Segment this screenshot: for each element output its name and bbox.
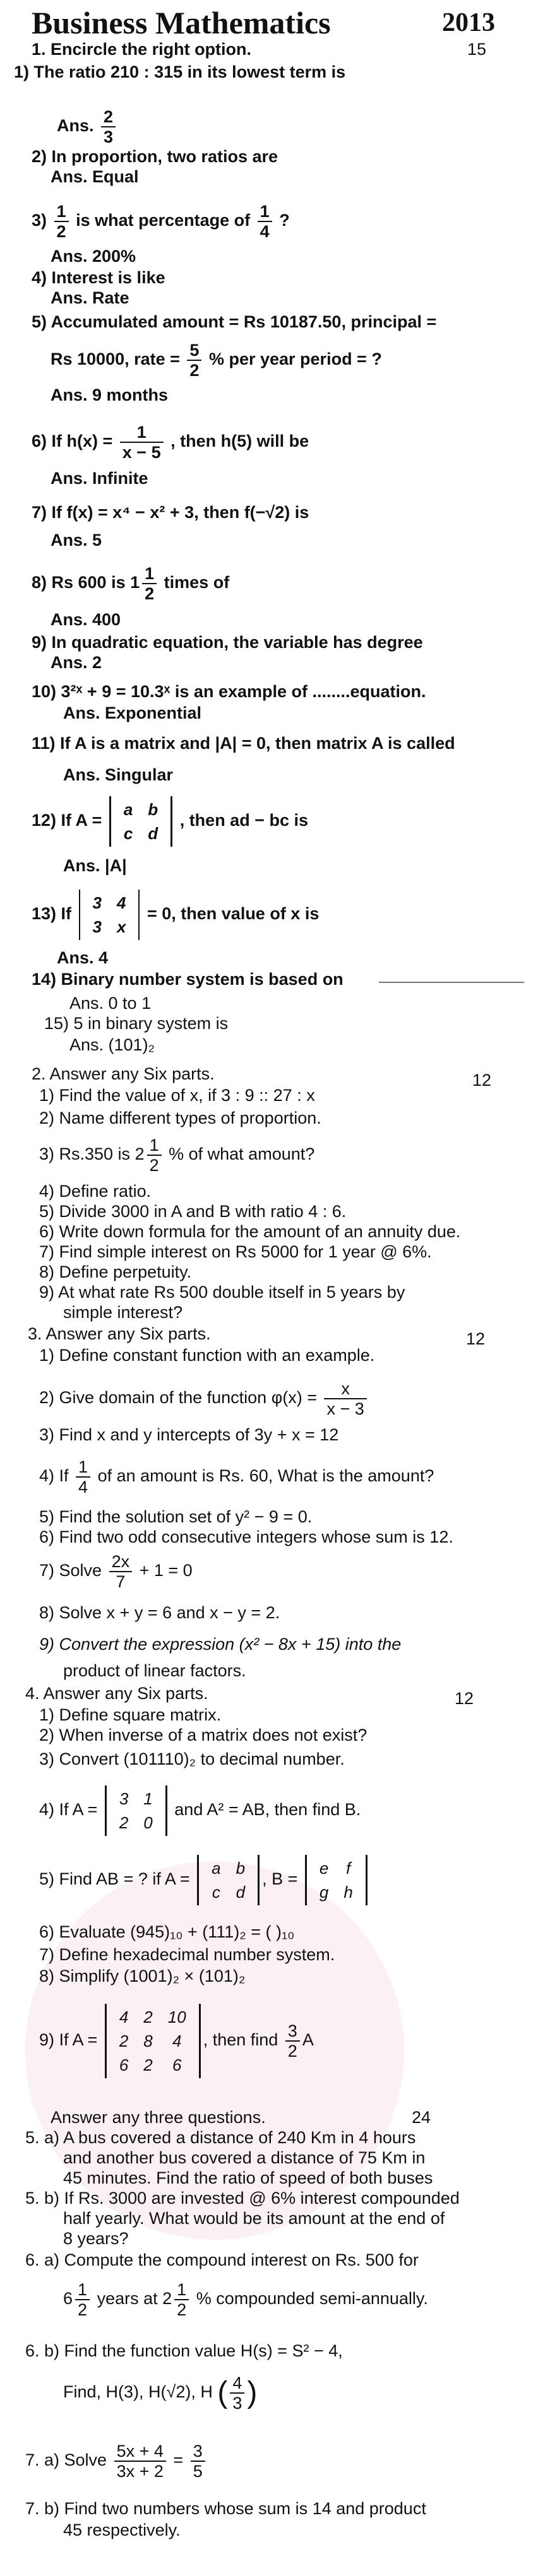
matrix-cell: a — [212, 1859, 221, 1878]
q4-item-8: 8) Simplify (1001)₂ × (101)₂ — [39, 1967, 246, 1985]
q2-item-2: 2) Name different types of proportion. — [39, 1109, 321, 1127]
q4-item-9 — [39, 2004, 314, 2078]
q2-item-9b: simple interest? — [63, 1303, 183, 1322]
q1-answer-4: Ans. Rate — [51, 288, 129, 307]
q4-heading: 4. Answer any Six parts. — [25, 1684, 208, 1703]
q4-item-6: 6) Evaluate (945)₁₀ + (111)₂ = ( )₁₀ — [39, 1922, 295, 1941]
fraction — [258, 202, 272, 241]
denominator: x − 3 — [326, 1399, 364, 1418]
matrix-b — [305, 1855, 368, 1905]
numerator: 2x — [109, 1552, 133, 1572]
q2-item-5: 5) Divide 3000 in A and B with ratio 4 : 6. — [39, 1202, 347, 1221]
paren-right: ) — [247, 2376, 258, 2409]
item-text: 6) If h(x) = — [32, 432, 113, 451]
q1-answer-15: Ans. (101)₂ — [69, 1035, 155, 1054]
q1-item-5a: 5) Accumulated amount = Rs 10187.50, principal = — [32, 312, 437, 331]
denominator: 2 — [56, 222, 66, 241]
item-text: 3) Rs.350 is 2 — [39, 1144, 145, 1164]
matrix-cell: x — [117, 917, 126, 936]
q4-item-7: 7) Define hexadecimal number system. — [39, 1945, 335, 1964]
q1-answer-12: Ans. |A| — [63, 856, 127, 875]
item-text: Rs 10000, rate = — [51, 350, 180, 369]
q4-item-1: 1) Define square matrix. — [39, 1705, 222, 1724]
numerator: 1 — [142, 564, 157, 584]
fraction — [230, 2373, 244, 2413]
denominator: 2 — [189, 361, 200, 380]
numerator: x — [324, 1379, 366, 1399]
answer-prefix: Ans. — [57, 116, 94, 136]
item-text: ? — [279, 211, 290, 230]
q3-heading: 3. Answer any Six parts. — [28, 1324, 211, 1343]
matrix — [105, 1785, 167, 1836]
item-text: 6 — [63, 2289, 73, 2308]
item-text: = — [173, 2450, 184, 2470]
q1-answer-5: Ans. 9 months — [51, 385, 169, 404]
item-number: 3) — [32, 211, 47, 230]
denominator: 4 — [260, 222, 270, 241]
denominator: 3 — [104, 127, 114, 146]
matrix-cell: b — [148, 800, 158, 819]
matrix-cell: 3 — [92, 893, 102, 912]
q1-item-14: 14) Binary number system is based on — [32, 970, 344, 989]
q1-answer-2: Ans. Equal — [51, 167, 139, 186]
denominator: 2 — [287, 2042, 297, 2061]
numerator: 1 — [174, 2280, 189, 2300]
denominator: 2 — [78, 2300, 88, 2319]
q2-item-8: 8) Define perpetuity. — [39, 1262, 192, 1281]
divider-line — [379, 982, 524, 983]
matrix-cell: 3 — [92, 917, 102, 936]
fraction — [174, 2280, 189, 2319]
fraction — [75, 2280, 90, 2319]
q2-item-9a: 9) At what rate Rs 500 double itself in 5 years by — [39, 1283, 405, 1302]
q4-item-3: 3) Convert (101110)₂ to decimal number. — [39, 1750, 345, 1768]
q1-item-1: 1) The ratio 210 : 315 in its lowest term is — [14, 62, 346, 81]
matrix-cell: 2 — [143, 2056, 153, 2074]
marks-q3: 12 — [466, 1329, 486, 1348]
fraction — [120, 423, 164, 462]
denominator: 7 — [116, 1572, 126, 1591]
fraction — [109, 1552, 133, 1591]
q1-item-8 — [32, 564, 229, 603]
item-text: 4) If A = — [39, 1800, 98, 1820]
q2-heading: 2. Answer any Six parts. — [32, 1064, 215, 1083]
item-text: 9) If A = — [39, 2030, 98, 2050]
q7b-line-1: 7. b) Find two numbers whose sum is 14 and product — [25, 2499, 426, 2518]
q6a-line-1: 6. a) Compute the compound interest on Rs. 500 for — [25, 2250, 419, 2269]
q3-item-7 — [39, 1552, 193, 1591]
q6b-line-1: 6. b) Find the function value H(s) = S² − 4, — [25, 2341, 343, 2360]
item-text: 12) If A = — [32, 811, 102, 830]
numerator: 1 — [54, 202, 69, 222]
matrix-cell: c — [123, 824, 133, 843]
numerator: 1 — [147, 1136, 162, 1156]
fraction — [324, 1379, 366, 1418]
q5b-line-1: 5. b) If Rs. 3000 are invested @ 6% interest compounded — [25, 2189, 460, 2208]
denominator: 2 — [177, 2300, 187, 2319]
q1-item-6 — [32, 423, 309, 462]
q1-item-13 — [32, 890, 319, 940]
denominator: 3 — [232, 2394, 242, 2413]
matrix-cell: g — [319, 1883, 329, 1902]
q2-item-6: 6) Write down formula for the amount of an annuity due. — [39, 1222, 461, 1241]
section2-heading: Answer any three questions. — [51, 2108, 266, 2127]
q1-answer-10: Ans. Exponential — [63, 703, 202, 722]
matrix-cell: e — [319, 1859, 329, 1878]
item-text: , then ad − bc is — [179, 811, 308, 830]
q1-heading: 1. Encircle the right option. — [32, 40, 252, 59]
denominator: 5 — [193, 2462, 203, 2481]
q2-item-4: 4) Define ratio. — [39, 1182, 152, 1201]
q1-answer-7: Ans. 5 — [51, 531, 102, 550]
item-text: and A² = AB, then find B. — [174, 1800, 361, 1820]
q3-item-8: 8) Solve x + y = 6 and x − y = 2. — [39, 1603, 280, 1622]
item-text: Find, H(3), H(√2), H — [63, 2382, 213, 2402]
fraction — [54, 202, 69, 241]
denominator: 2 — [149, 1156, 159, 1175]
numerator: 1 — [75, 2280, 90, 2300]
denominator: 3x + 2 — [116, 2462, 164, 2481]
numerator: 1 — [120, 423, 164, 443]
fraction — [147, 1136, 162, 1175]
marks-section2: 24 — [412, 2108, 431, 2127]
q4-item-5 — [39, 1855, 370, 1905]
numerator: 3 — [285, 2021, 300, 2042]
marks-q4: 12 — [455, 1689, 474, 1708]
denominator: 2 — [145, 584, 155, 603]
matrix-cell: 2 — [119, 2032, 129, 2050]
q7b-line-2: 45 respectively. — [63, 2520, 181, 2539]
fraction — [187, 341, 201, 380]
item-text: % compounded semi-annually. — [196, 2289, 428, 2308]
q1-item-2: 2) In proportion, two ratios are — [32, 147, 278, 166]
numerator: 4 — [230, 2373, 244, 2394]
item-text: 2) Give domain of the function φ(x) = — [39, 1388, 317, 1408]
matrix-cell: 8 — [143, 2032, 153, 2050]
matrix-a — [197, 1855, 260, 1905]
matrix-cell: 0 — [143, 1813, 153, 1832]
matrix-cell: 6 — [119, 2056, 129, 2074]
q1-item-5b — [51, 341, 382, 380]
q1-answer-14: Ans. 0 to 1 — [69, 994, 152, 1013]
denominator: 4 — [78, 1478, 88, 1497]
q1-item-7: 7) If f(x) = x⁴ − x² + 3, then f(−√2) is — [32, 503, 309, 522]
q1-item-10: 10) 3²ˣ + 9 = 10.3ˣ is an example of ........equation. — [32, 682, 426, 701]
q1-answer-8: Ans. 400 — [51, 610, 121, 629]
item-text: is what percentage of — [76, 211, 251, 230]
item-text: 7) Solve — [39, 1561, 102, 1580]
q1-answer-13: Ans. 4 — [57, 948, 109, 967]
q3-item-6: 6) Find two odd consecutive integers whose sum is 12. — [39, 1527, 453, 1546]
item-text: , then find — [203, 2030, 278, 2050]
fraction — [101, 107, 116, 146]
q1-item-15: 15) 5 in binary system is — [44, 1014, 229, 1033]
matrix-cell: 1 — [143, 1789, 153, 1808]
q6a-line-2 — [63, 2280, 428, 2319]
item-text: 5) Find AB = ? if A = — [39, 1869, 190, 1889]
q2-item-1: 1) Find the value of x, if 3 : 9 :: 27 : x — [39, 1086, 315, 1105]
matrix-cell: 4 — [119, 2008, 129, 2026]
numerator: 1 — [258, 202, 272, 222]
q3-item-9a: 9) Convert the expression (x² − 8x + 15) into the — [39, 1635, 402, 1654]
item-text: , B = — [262, 1869, 298, 1889]
matrix-cell: b — [236, 1859, 246, 1878]
matrix-cell: 3 — [119, 1789, 129, 1808]
numerator: 5 — [187, 341, 201, 361]
item-text: + 1 = 0 — [139, 1561, 193, 1580]
q3-item-2 — [39, 1379, 369, 1418]
q6b-line-2 — [63, 2373, 257, 2413]
matrix-cell: d — [148, 824, 158, 843]
q3-item-9b: product of linear factors. — [63, 1661, 246, 1680]
fraction — [142, 564, 157, 603]
marks-q1: 15 — [467, 40, 487, 59]
numerator: 3 — [191, 2442, 205, 2462]
q3-item-1: 1) Define constant function with an example. — [39, 1346, 375, 1365]
item-text: % per year period = ? — [208, 350, 382, 369]
item-text: 7. a) Solve — [25, 2450, 107, 2470]
matrix-cell: 10 — [167, 2008, 186, 2026]
denominator: x − 5 — [122, 443, 161, 462]
item-text: of an amount is Rs. 60, What is the amount? — [97, 1466, 434, 1486]
q5a-line-1: 5. a) A bus covered a distance of 240 Km in 4 hours — [25, 2128, 416, 2147]
determinant — [79, 890, 140, 940]
fraction — [285, 2021, 300, 2061]
q1-item-3 — [32, 202, 290, 241]
q1-answer-9: Ans. 2 — [51, 653, 102, 672]
item-text: A — [302, 2030, 314, 2050]
exam-year: 2013 — [442, 8, 495, 37]
fraction — [76, 1457, 90, 1497]
fraction — [114, 2442, 166, 2481]
item-text: 13) If — [32, 904, 72, 924]
q5b-line-2: half yearly. What would be its amount at the end of — [63, 2209, 445, 2228]
item-text: years at 2 — [97, 2289, 172, 2308]
matrix-cell: 4 — [172, 2032, 182, 2050]
matrix — [105, 2004, 201, 2078]
q1-answer-6: Ans. Infinite — [51, 469, 148, 488]
item-text: 8) Rs 600 is 1 — [32, 573, 140, 592]
item-text: 4) If — [39, 1466, 69, 1486]
fraction — [191, 2442, 205, 2481]
matrix-cell: 2 — [143, 2008, 153, 2026]
matrix-cell: 2 — [119, 1813, 129, 1832]
item-text: , then h(5) will be — [170, 432, 309, 451]
marks-q2: 12 — [472, 1071, 492, 1090]
q3-item-4 — [39, 1457, 434, 1497]
q2-item-7: 7) Find simple interest on Rs 5000 for 1 year @ 6%. — [39, 1242, 432, 1261]
q3-item-3: 3) Find x and y intercepts of 3y + x = 12 — [39, 1425, 339, 1444]
q1-item-4: 4) Interest is like — [32, 268, 165, 287]
q1-item-12 — [32, 796, 308, 847]
matrix-cell: h — [344, 1883, 353, 1902]
matrix-cell: c — [212, 1883, 220, 1902]
numerator: 5x + 4 — [114, 2442, 166, 2462]
q3-item-5: 5) Find the solution set of y² − 9 = 0. — [39, 1507, 313, 1526]
q7a-line — [25, 2442, 208, 2481]
matrix-cell: a — [123, 800, 133, 819]
matrix-cell: 6 — [172, 2056, 182, 2074]
item-text: = 0, then value of x is — [147, 904, 320, 924]
q1-answer-11: Ans. Singular — [63, 765, 174, 784]
q1-answer-1 — [57, 107, 118, 146]
item-text: times of — [164, 573, 230, 592]
paren-left: ( — [217, 2376, 228, 2409]
q1-item-11: 11) If A is a matrix and |A| = 0, then matrix A is called — [32, 734, 455, 753]
matrix — [109, 796, 172, 847]
numerator: 2 — [101, 107, 116, 127]
matrix-cell: f — [345, 1859, 351, 1878]
matrix-cell: 4 — [117, 893, 126, 912]
q4-item-4 — [39, 1785, 361, 1836]
matrix-cell: d — [236, 1883, 246, 1902]
q1-item-9: 9) In quadratic equation, the variable has degree — [32, 633, 423, 652]
q2-item-3 — [39, 1136, 314, 1175]
item-text: % of what amount? — [169, 1144, 315, 1164]
q5a-line-3: 45 minutes. Find the ratio of speed of both buses — [63, 2168, 433, 2187]
page-title: Business Mathematics — [32, 5, 331, 40]
numerator: 1 — [76, 1457, 90, 1478]
q5b-line-3: 8 years? — [63, 2229, 129, 2248]
q4-item-2: 2) When inverse of a matrix does not exist? — [39, 1726, 368, 1744]
q5a-line-2: and another bus covered a distance of 75 Km in — [63, 2148, 426, 2167]
q1-answer-3: Ans. 200% — [51, 247, 136, 266]
